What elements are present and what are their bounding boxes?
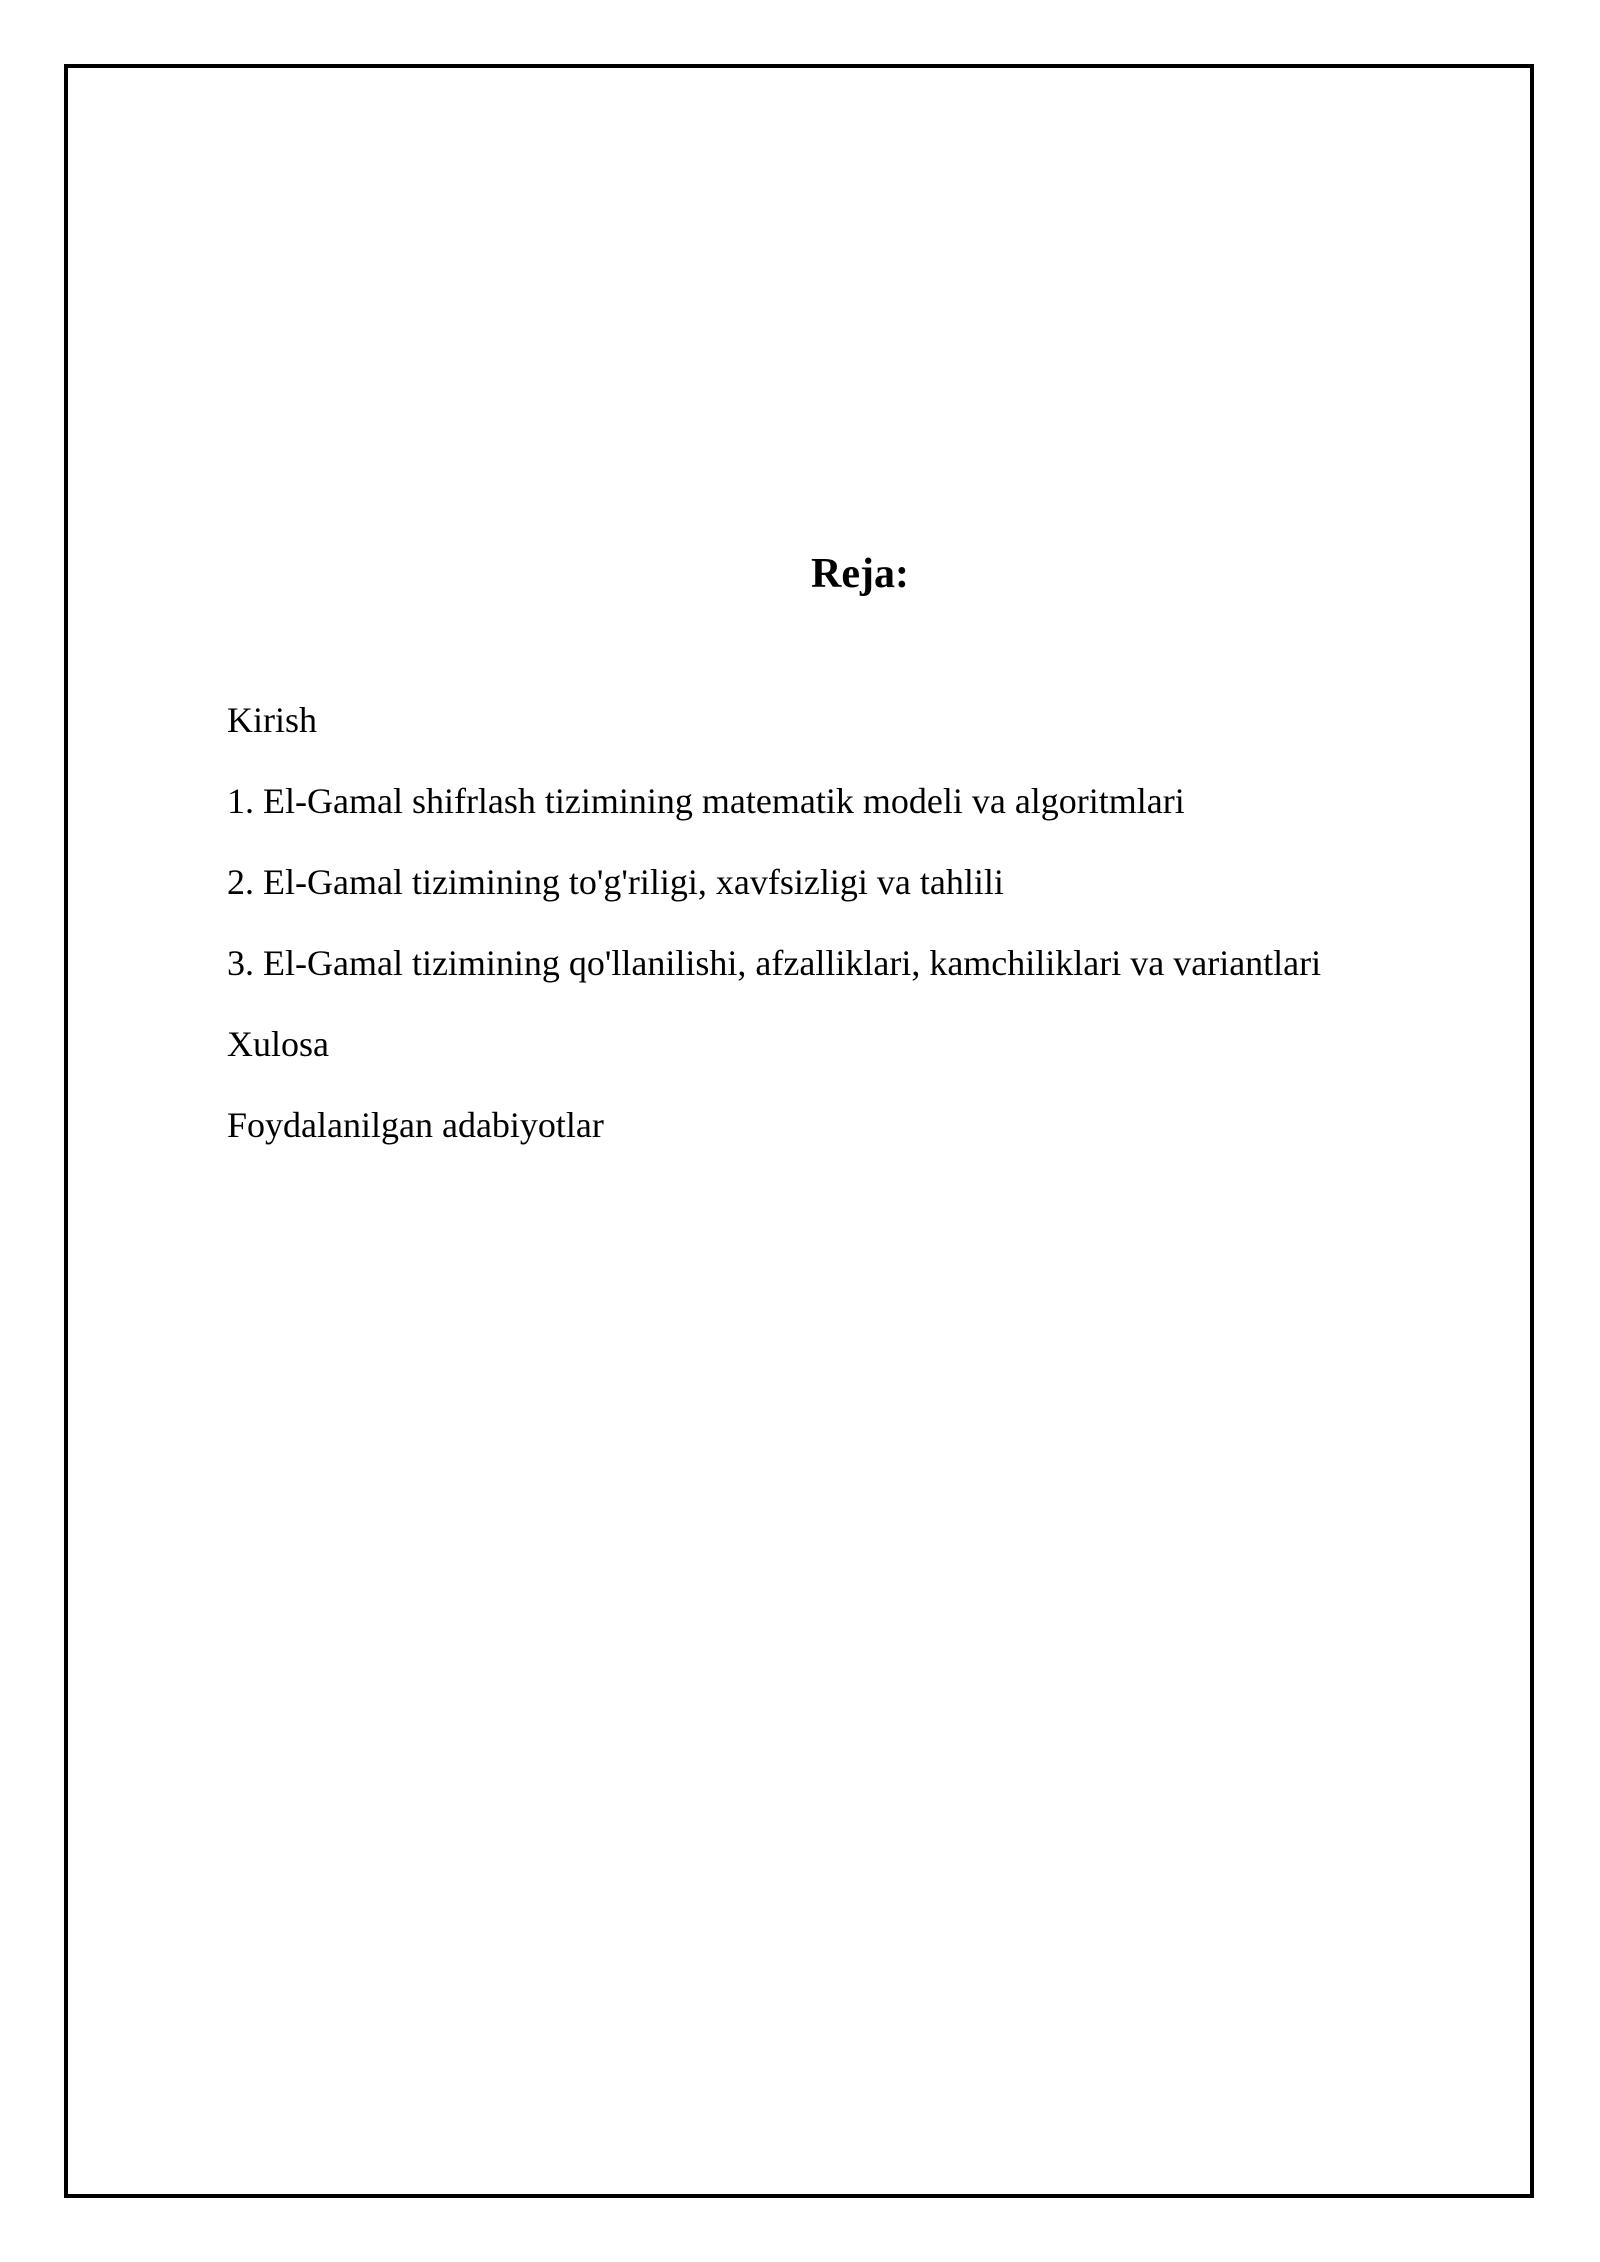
plan-item-section-1: 1. El-Gamal shifrlash tizimining matematik modeli va algoritmlari <box>227 781 1185 821</box>
plan-item-section-2: 2. El-Gamal tizimining to'g'riligi, xavfsizligi va tahlili <box>227 862 1004 902</box>
page-title: Reja: <box>811 551 909 597</box>
plan-item-references: Foydalanilgan adabiyotlar <box>227 1105 604 1145</box>
plan-item-introduction: Kirish <box>227 700 317 740</box>
plan-list <box>227 698 1321 1184</box>
plan-item-section-3: 3. El-Gamal tizimining qo'llanilishi, afzalliklari, kamchiliklari va variantlari <box>227 943 1322 983</box>
plan-item-conclusion: Xulosa <box>227 1024 329 1064</box>
